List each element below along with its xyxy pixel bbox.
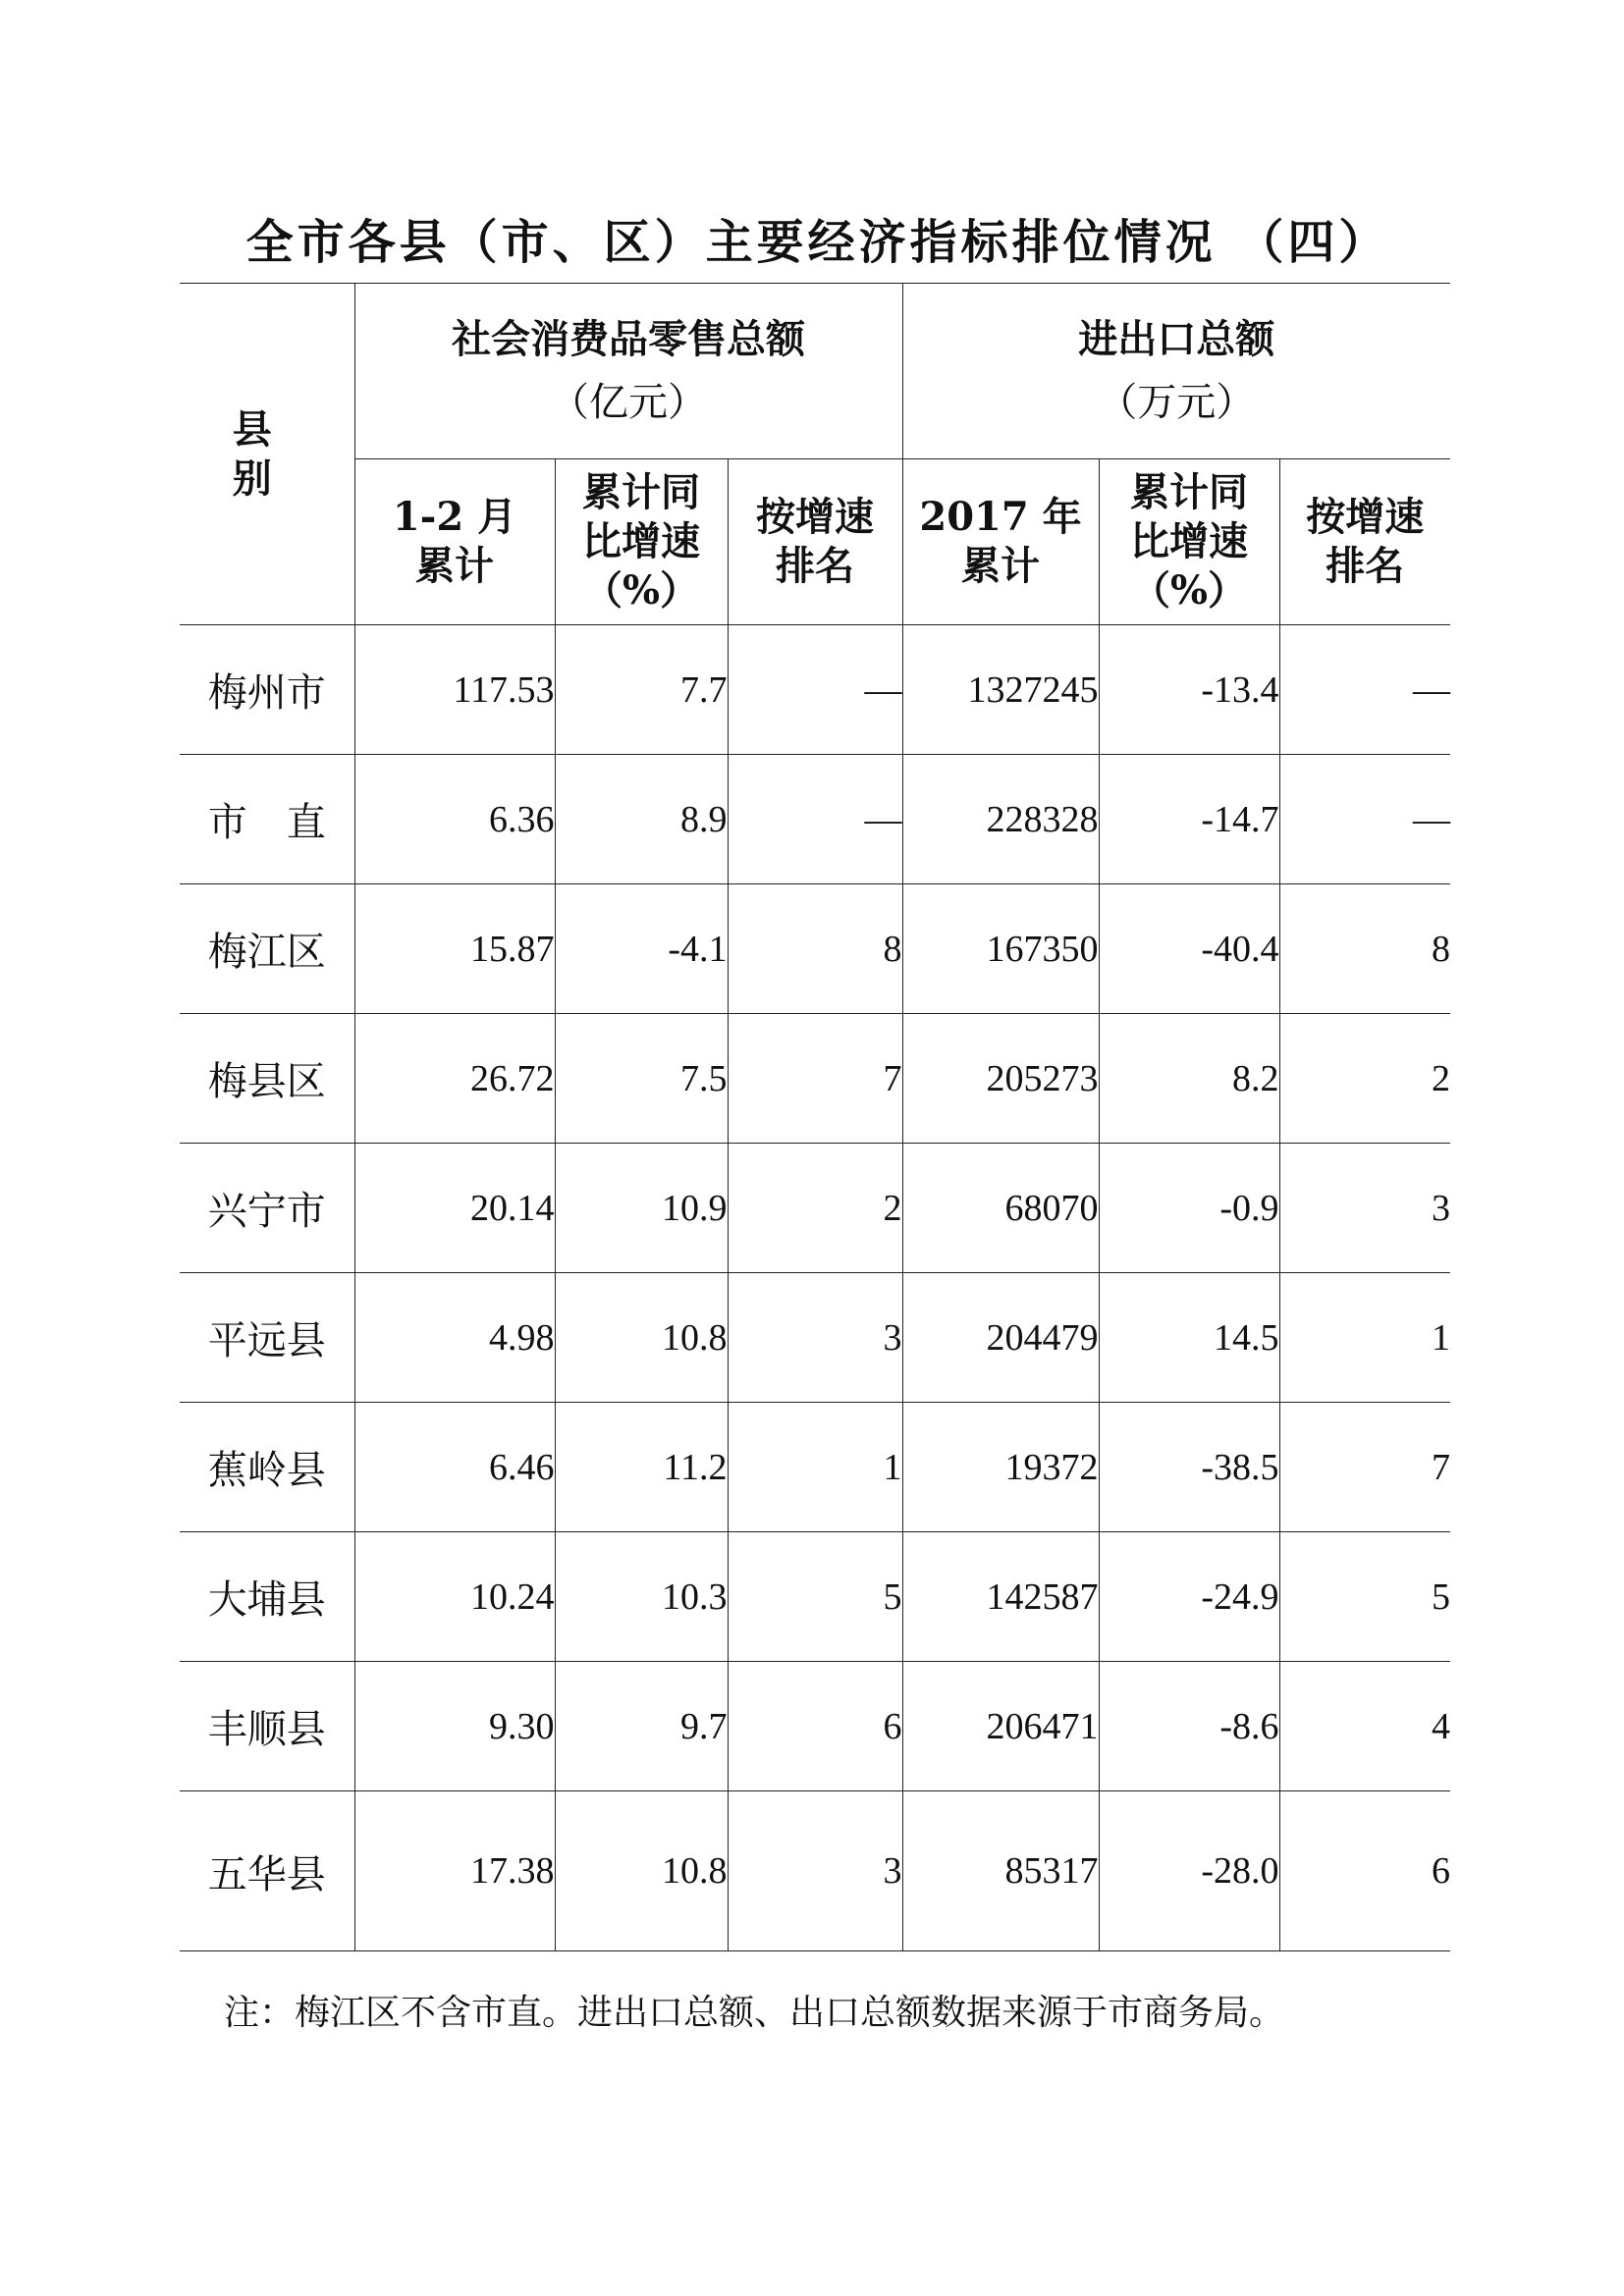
county-name: 大埔县 bbox=[180, 1532, 354, 1662]
footnote: 注：梅江区不含市直。进出口总额、出口总额数据来源于市商务局。 bbox=[224, 1993, 1285, 2033]
trade-rank: — bbox=[1279, 625, 1450, 755]
header-line: 比增速 bbox=[582, 518, 700, 564]
trade-cumulative: 205273 bbox=[902, 1014, 1099, 1144]
trade-growth: 14.5 bbox=[1099, 1273, 1279, 1403]
table-row bbox=[180, 884, 1450, 1014]
header-line: （%） bbox=[582, 567, 699, 614]
trade-cumulative: 204479 bbox=[902, 1273, 1099, 1403]
retail-cumulative: 26.72 bbox=[354, 1014, 555, 1144]
retail-rank: 6 bbox=[728, 1662, 902, 1791]
county-name: 兴宁市 bbox=[180, 1144, 354, 1273]
county-name: 市 直 bbox=[180, 755, 354, 884]
trade-rank: 2 bbox=[1279, 1014, 1450, 1144]
trade-cumulative-header bbox=[902, 459, 1099, 625]
trade-growth: -13.4 bbox=[1099, 625, 1279, 755]
trade-cumulative: 228328 bbox=[902, 755, 1099, 884]
trade-growth: -40.4 bbox=[1099, 884, 1279, 1014]
county-name: 丰顺县 bbox=[180, 1662, 354, 1791]
retail-cumulative: 20.14 bbox=[354, 1144, 555, 1273]
header-line: 排名 bbox=[776, 543, 854, 589]
retail-growth: 9.7 bbox=[555, 1662, 728, 1791]
table-row bbox=[180, 1532, 1450, 1662]
retail-rank: 7 bbox=[728, 1014, 902, 1144]
table-row bbox=[180, 1791, 1450, 1951]
county-name: 梅江区 bbox=[180, 884, 354, 1014]
retail-growth: 11.2 bbox=[555, 1403, 728, 1532]
table-row bbox=[180, 1273, 1450, 1403]
trade-cumulative: 85317 bbox=[902, 1791, 1099, 1951]
trade-rank: 4 bbox=[1279, 1662, 1450, 1791]
retail-rank-header bbox=[728, 459, 902, 625]
retail-growth: -4.1 bbox=[555, 884, 728, 1014]
page-title: 全市各县（市、区）主要经济指标排位情况 （四） bbox=[245, 215, 1390, 270]
retail-cumulative: 4.98 bbox=[354, 1273, 555, 1403]
retail-rank: 3 bbox=[728, 1273, 902, 1403]
trade-group-label: 进出口总额 bbox=[1078, 316, 1275, 362]
trade-growth: -8.6 bbox=[1099, 1662, 1279, 1791]
retail-rank: 8 bbox=[728, 884, 902, 1014]
table-row bbox=[180, 1014, 1450, 1144]
header-line: 累计同 bbox=[582, 469, 700, 515]
trade-rank: — bbox=[1279, 755, 1450, 884]
retail-growth: 10.8 bbox=[555, 1273, 728, 1403]
retail-rank: — bbox=[728, 755, 902, 884]
trade-cumulative: 142587 bbox=[902, 1532, 1099, 1662]
retail-cumulative-header bbox=[354, 459, 555, 625]
retail-cumulative: 117.53 bbox=[354, 625, 555, 755]
retail-cumulative: 6.46 bbox=[354, 1403, 555, 1532]
indicator-table bbox=[180, 283, 1450, 1951]
trade-growth: -28.0 bbox=[1099, 1791, 1279, 1951]
trade-group-header bbox=[902, 284, 1450, 459]
retail-rank: 3 bbox=[728, 1791, 902, 1951]
retail-growth: 7.7 bbox=[555, 625, 728, 755]
trade-growth: 8.2 bbox=[1099, 1014, 1279, 1144]
retail-cumulative: 6.36 bbox=[354, 755, 555, 884]
trade-rank: 1 bbox=[1279, 1273, 1450, 1403]
retail-cumulative: 10.24 bbox=[354, 1532, 555, 1662]
retail-cumulative: 9.30 bbox=[354, 1662, 555, 1791]
header-line: 比增速 bbox=[1130, 518, 1249, 564]
trade-group-unit: （万元） bbox=[1098, 380, 1256, 425]
trade-growth-header bbox=[1099, 459, 1279, 625]
retail-rank: 5 bbox=[728, 1532, 902, 1662]
retail-rank: 1 bbox=[728, 1403, 902, 1532]
header-line: 2017 年 bbox=[919, 494, 1082, 540]
retail-rank: 2 bbox=[728, 1144, 902, 1273]
county-name: 梅县区 bbox=[180, 1014, 354, 1144]
table-row bbox=[180, 625, 1450, 755]
retail-group-header bbox=[354, 284, 902, 459]
header-line: 排名 bbox=[1326, 543, 1405, 589]
retail-growth: 10.8 bbox=[555, 1791, 728, 1951]
trade-rank: 7 bbox=[1279, 1403, 1450, 1532]
header-line: 按增速 bbox=[1306, 494, 1425, 540]
trade-cumulative: 206471 bbox=[902, 1662, 1099, 1791]
header-line: 按增速 bbox=[756, 494, 874, 540]
trade-cumulative: 1327245 bbox=[902, 625, 1099, 755]
county-name: 梅州市 bbox=[180, 625, 354, 755]
trade-growth: -38.5 bbox=[1099, 1403, 1279, 1532]
retail-growth-header bbox=[555, 459, 728, 625]
table-row bbox=[180, 755, 1450, 884]
trade-rank: 3 bbox=[1279, 1144, 1450, 1273]
retail-growth: 10.3 bbox=[555, 1532, 728, 1662]
header-line: 累计同 bbox=[1130, 469, 1249, 515]
header-line: 累计 bbox=[961, 543, 1041, 589]
trade-rank: 5 bbox=[1279, 1532, 1450, 1662]
retail-group-label: 社会消费品零售总额 bbox=[452, 316, 805, 362]
trade-growth: -0.9 bbox=[1099, 1144, 1279, 1273]
table-row bbox=[180, 1403, 1450, 1532]
trade-cumulative: 167350 bbox=[902, 884, 1099, 1014]
trade-cumulative: 19372 bbox=[902, 1403, 1099, 1532]
retail-group-unit: （亿元） bbox=[550, 380, 707, 425]
county-name: 五华县 bbox=[180, 1791, 354, 1951]
trade-rank: 8 bbox=[1279, 884, 1450, 1014]
retail-rank: — bbox=[728, 625, 902, 755]
header-line: 1-2 月 bbox=[392, 494, 517, 540]
trade-rank-header bbox=[1279, 459, 1450, 625]
trade-rank: 6 bbox=[1279, 1791, 1450, 1951]
table-row bbox=[180, 1144, 1450, 1273]
retail-growth: 7.5 bbox=[555, 1014, 728, 1144]
trade-growth: -24.9 bbox=[1099, 1532, 1279, 1662]
county-name: 蕉岭县 bbox=[180, 1403, 354, 1532]
county-name: 平远县 bbox=[180, 1273, 354, 1403]
retail-growth: 8.9 bbox=[555, 755, 728, 884]
county-column-header: 县 别 bbox=[180, 284, 354, 625]
trade-growth: -14.7 bbox=[1099, 755, 1279, 884]
retail-cumulative: 17.38 bbox=[354, 1791, 555, 1951]
header-line: （%） bbox=[1131, 567, 1248, 614]
table-row bbox=[180, 1662, 1450, 1791]
retail-growth: 10.9 bbox=[555, 1144, 728, 1273]
trade-cumulative: 68070 bbox=[902, 1144, 1099, 1273]
header-line: 累计 bbox=[415, 543, 494, 589]
retail-cumulative: 15.87 bbox=[354, 884, 555, 1014]
